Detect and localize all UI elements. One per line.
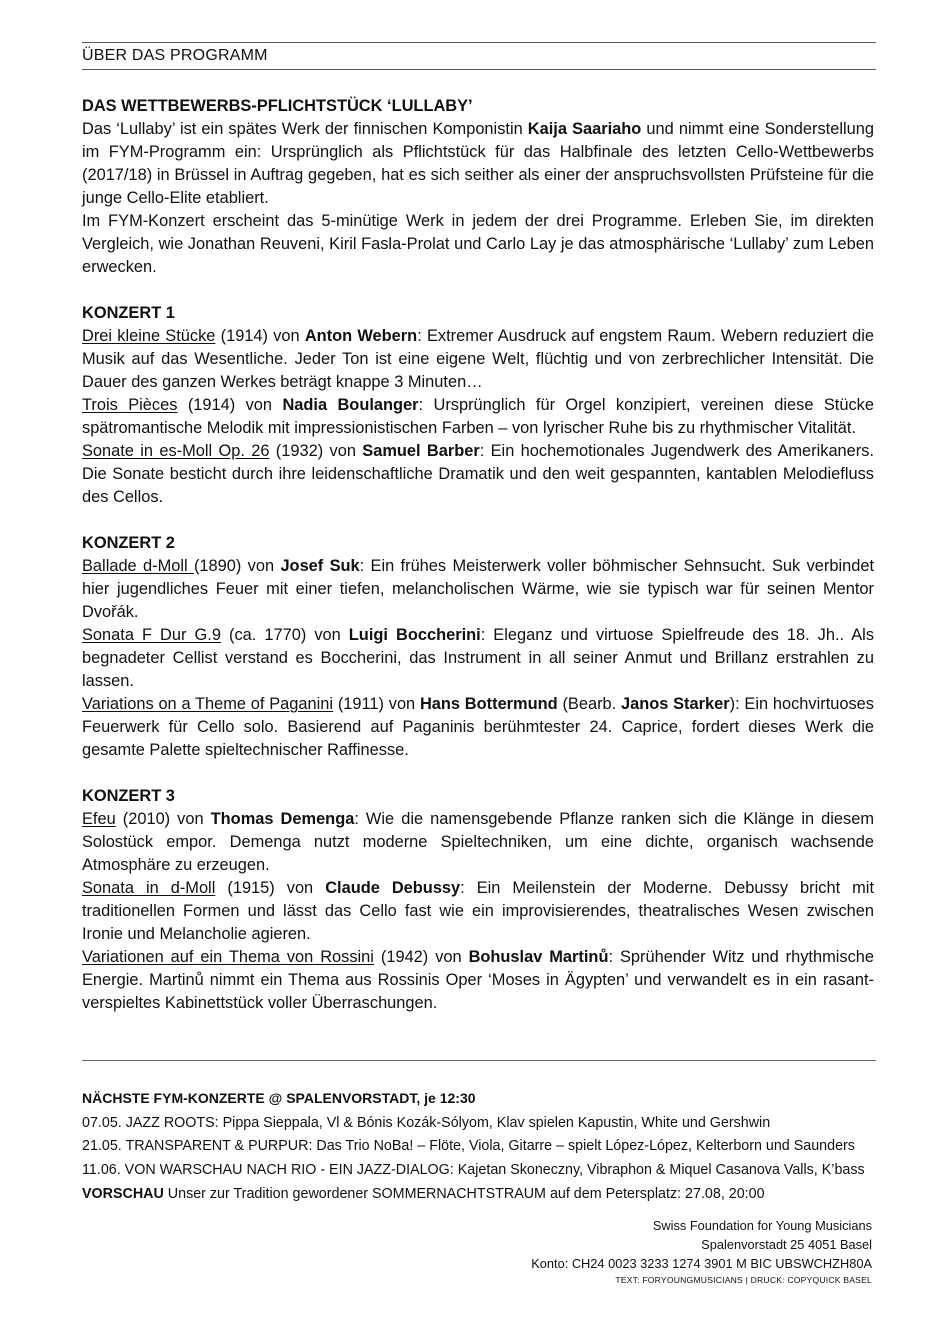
program-content [82,95,874,1015]
page-title: ÜBER DAS PROGRAMM [82,47,268,64]
work-item: Ballade d-Moll (1890) von Josef Suk: Ein frühes Meisterwerk voller böhmischer Sehnsucht. Suk verbindet hier jugendliches Feuer mit einer tiefen, melancholischen Wärme, wie sie typisch war für seinen Mentor Dvořák. [82,557,874,621]
work-item: Trois Pièces (1914) von Nadia Boulanger: Ursprünglich für Orgel konzipiert, vereinen diese Stücke spätromantische Melodik mit impressionistischen Farben – von lyrischer Ruhe bis zu rhythmischer Vitalität. [82,396,874,437]
org-name: Swiss Foundation for Young Musicians [652,1218,872,1233]
org-account: Konto: CH24 0023 3233 1274 3901 M BIC UBSWCHZH80A [531,1256,872,1271]
intro-heading: DAS WETTBEWERBS-PFLICHTSTÜCK ‘LULLABY’ [82,97,473,115]
work-composer: Samuel Barber [362,442,480,460]
concert-1-heading: KONZERT 1 [82,304,175,322]
work-composer: Claude Debussy [325,879,461,897]
work-item: Sonata F Dur G.9 (ca. 1770) von Luigi Boccherini: Eleganz und virtuose Spielfreude des 18. Jh.. Als begnadeter Cellist verstand es Boccherini, das Instrument in all seiner Anmut und Brillanz erstrahlen zu lassen. [82,626,875,690]
work-composer: Thomas Demenga [210,810,355,828]
work-composer: Anton Webern [304,327,418,345]
work-title: Trois Pièces [82,396,178,414]
event-line: 21.05. TRANSPARENT & PURPUR: Das Trio NoBa! – Flöte, Viola, Gitarre – spielt López-López, Kelterborn und Saunders [82,1138,855,1154]
work-title: Variations on a Theme of Paganini [82,695,334,713]
intro-paragraph-2: Im FYM-Konzert erscheint das 5-minütige Werk in jedem der drei Programme. Erleben Sie, im direkten Vergleich, wie Jonathan Reuveni, Kiril Fasla-Prolat und Carlo Lay je das atmosphärische ‘Lullaby’ zum Leben erwecken. [82,212,874,276]
preview-line [82,1186,765,1202]
org-street: Spalenvorstadt 25 4051 Basel [701,1237,872,1252]
work-item: Drei kleine Stücke (1914) von Anton Webern: Extremer Ausdruck auf engstem Raum. Webern reduziert die Musik auf das Wesentliche. Jeder Ton ist eine eigene Welt, flüchtig und von zerbrechlicher Intensität. Die Dauer des ganzen Werkes beträgt knappe 3 Minuten… [82,327,874,391]
intro-paragraph-1 [82,118,874,210]
event-line: 11.06. VON WARSCHAU NACH RIO - EIN JAZZ-DIALOG: Kajetan Skoneczny, Vibraphon & Miquel Casanova Valls, K’bass [82,1161,865,1178]
footer-divider [82,1060,876,1061]
address-block [531,1216,872,1287]
header-rule-bottom [82,69,876,70]
work-item: Variationen auf ein Thema von Rossini (1942) von Bohuslav Martinů: Sprühender Witz und rhythmische Energie. Martinů nimmt ein Thema aus Rossinis Oper ‘Moses in Ägypten’ und verwandelt es in ein rasant-verspieltes Kabinettstück voller Überraschungen. [82,948,874,1012]
concert-2-heading: KONZERT 2 [82,534,175,552]
header-rule-top [82,42,876,43]
intro-composer: Kaija Saariaho [527,120,642,138]
upcoming-concerts [82,1087,876,1182]
work-title: Sonata F Dur G.9 [82,626,221,644]
work-composer: Hans Bottermund [419,695,558,713]
work-composer: Josef Suk [280,557,360,575]
preview-text: Unser zur Tradition gewordener SOMMERNACHTSTRAUM auf dem Petersplatz: 27.08, 20:00 [163,1186,765,1202]
concert-3-heading: KONZERT 3 [82,787,175,805]
work-composer: Nadia Boulanger [282,396,419,414]
work-title: Variationen auf ein Thema von Rossini [82,948,374,966]
preview-label: VORSCHAU [82,1186,164,1202]
work-title: Sonata in d-Moll [82,879,216,897]
credits: TEXT: FORYOUNGMUSICIANS | DRUCK: COPYQUICK BASEL [615,1275,872,1285]
work-composer: Luigi Boccherini [348,626,481,644]
work-item: Variations on a Theme of Paganini (1911) von Hans Bottermund (Bearb. Janos Starker): Ein hochvirtuoses Feuerwerk für Cello solo. Basierend auf Paganinis berühmtester 24. Caprice, fordert dieses Werk die gesamte Palette spieltechnischer Raffinesse. [82,695,874,759]
work-arranger: Janos Starker [620,695,730,713]
work-item: Sonate in es-Moll Op. 26 (1932) von Samuel Barber: Ein hochemotionales Jugendwerk des Amerikaners. Die Sonate besticht durch ihre leidenschaftliche Dramatik und den weit gespannten, kantablen Melodiefluss des Cellos. [82,442,874,506]
work-item: Sonata in d-Moll (1915) von Claude Debussy: Ein Meilenstein der Moderne. Debussy bricht mit traditionellen Formen und lässt das Cello fast wie ein improvisierendes, theatralisches Wesen zwischen Ironie und Melancholie agieren. [82,879,874,943]
work-composer: Bohuslav Martinů [468,948,609,966]
intro-text-a: Das ‘Lullaby’ ist ein spätes Werk der finnischen Komponistin [82,120,528,138]
work-item: Efeu (2010) von Thomas Demenga: Wie die namensgebende Pflanze ranken sich die Klänge in diesem Solostück empor. Demenga nutzt moderne Spieltechniken, um eine dichte, organisch wachsende Atmosphäre zu erzeugen. [82,810,874,874]
event-line: 07.05. JAZZ ROOTS: Pippa Sieppala, Vl & Bónis Kozák-Sólyom, Klav spielen Kapustin, White und Gershwin [82,1114,771,1131]
work-title: Ballade d-Moll [82,557,194,575]
work-title: Sonate in es-Moll Op. 26 [82,442,270,460]
work-title: Efeu [82,810,116,828]
intro-text-b: und nimmt eine Sonderstellung im FYM-Programm ein: Ursprünglich als Pflichtstück für das Halbfinale des letzten Cello-Wettbewerbs (2017/18) in Brüssel in Auftrag gegeben, hat es sich seither als einer der anspruchsvollsten Prüfsteine für die junge Cello-Elite etabliert. [82,120,874,207]
work-title: Drei kleine Stücke [82,327,216,345]
upcoming-heading: NÄCHSTE FYM-KONZERTE @ SPALENVORSTADT, je 12:30 [82,1090,476,1106]
